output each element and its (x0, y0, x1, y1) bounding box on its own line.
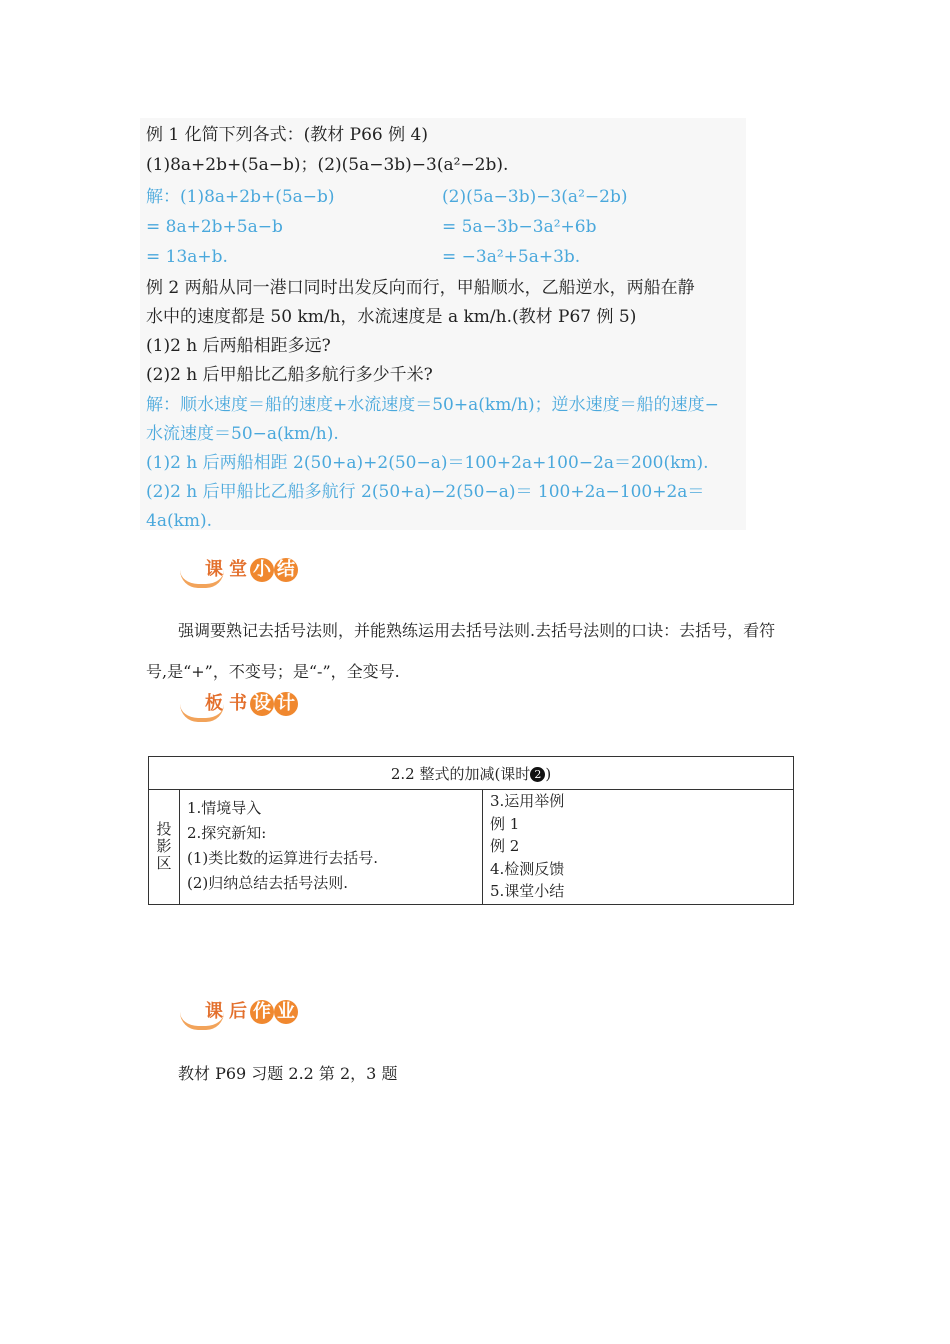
board-heading-char: 设 (250, 692, 274, 716)
homework-heading-char: 作 (250, 1000, 274, 1024)
homework-heading (180, 998, 320, 1032)
summary-heading-char: 课 (205, 559, 223, 580)
example2-solution-3: (1)2 h 后两船相距 2(50+a)+2(50−a)＝100+2a+100−2a＝200(km). (146, 453, 709, 473)
summary-heading-char: 结 (274, 558, 298, 582)
side-label-char: 投 (156, 820, 172, 839)
example2-solution-1: 解：顺水速度＝船的速度+水流速度＝50+a(km/h)；逆水速度＝船的速度− (146, 395, 719, 415)
board-heading-char: 计 (274, 692, 298, 716)
example2-solution-4: (2)2 h 后甲船比乙船多航行 2(50+a)−2(50−a)＝ 100+2a−100+2a＝ (146, 482, 705, 502)
example1-title: 例 1 化简下列各式：(教材 P66 例 4) (146, 125, 428, 145)
example1-solution-right-1: (2)(5a−3b)−3(a²−2b) (442, 187, 628, 207)
board-title (149, 757, 794, 790)
summary-text-line-1: 强调要熟记去括号法则，并能熟练运用去括号法则.去括号法则的口诀：去括号，看符 (178, 621, 776, 640)
example2-question-1: (1)2 h 后两船相距多远? (146, 336, 331, 356)
side-label-char: 影 (156, 837, 172, 856)
board-title-end: ) (545, 764, 552, 783)
board-right-item: 4.检测反馈 (490, 859, 565, 878)
board-left-item: (2)归纳总结去括号法则. (187, 874, 349, 892)
board-right-item: 3.运用举例 (490, 792, 565, 810)
homework-heading-char: 业 (274, 1000, 298, 1024)
board-left-item: 1.情境导入 (187, 799, 262, 817)
example1-solution-right-3: = −3a²+5a+3b. (442, 247, 581, 267)
board-right-item: 5.课堂小结 (490, 882, 565, 900)
lesson-number-badge: 2 (530, 767, 545, 782)
board-left-item: 2.探究新知: (187, 824, 267, 842)
example1-solution-left-3: = 13a+b. (146, 247, 228, 267)
board-heading (180, 690, 320, 724)
example2-line-1: 例 2 两船从同一港口同时出发反向而行，甲船顺水，乙船逆水，两船在静 (146, 278, 695, 298)
homework-text: 教材 P69 习题 2.2 第 2，3 题 (178, 1064, 398, 1083)
board-right-item: 例 1 (490, 814, 520, 833)
side-label-char: 区 (156, 854, 172, 873)
board-design-table (148, 756, 794, 905)
board-right-item: 例 2 (490, 837, 520, 855)
homework-heading-char: 后 (229, 1001, 247, 1022)
summary-heading-char: 小 (250, 558, 274, 582)
example1-solution-left-1: 解：(1)8a+2b+(5a−b) (146, 187, 335, 207)
projection-area-label (149, 790, 180, 905)
board-heading-char: 书 (229, 693, 247, 714)
summary-heading-char: 堂 (229, 559, 247, 580)
board-left-item: (1)类比数的运算进行去括号. (187, 849, 379, 867)
example2-line-2: 水中的速度都是 50 km/h，水流速度是 a km/h.(教材 P67 例 5) (146, 307, 637, 327)
board-right-column (483, 790, 794, 905)
board-title-text: 2.2 整式的加减(课时 (390, 764, 531, 783)
summary-heading (180, 556, 320, 590)
example2-question-2: (2)2 h 后甲船比乙船多航行多少千米? (146, 365, 433, 385)
example2-solution-5: 4a(km). (146, 511, 213, 531)
example2-solution-2: 水流速度＝50−a(km/h). (146, 424, 339, 444)
homework-heading-char: 课 (205, 1001, 223, 1022)
board-heading-char: 板 (205, 693, 223, 714)
example1-solution-left-2: = 8a+2b+5a−b (146, 217, 283, 237)
example1-solution-right-2: = 5a−3b−3a²+6b (442, 217, 597, 237)
board-left-column (180, 790, 483, 905)
summary-text-line-2: 号,是“+”，不变号；是“-”，全变号. (146, 662, 400, 681)
example1-problem: (1)8a+2b+(5a−b)；(2)(5a−3b)−3(a²−2b). (146, 155, 509, 175)
